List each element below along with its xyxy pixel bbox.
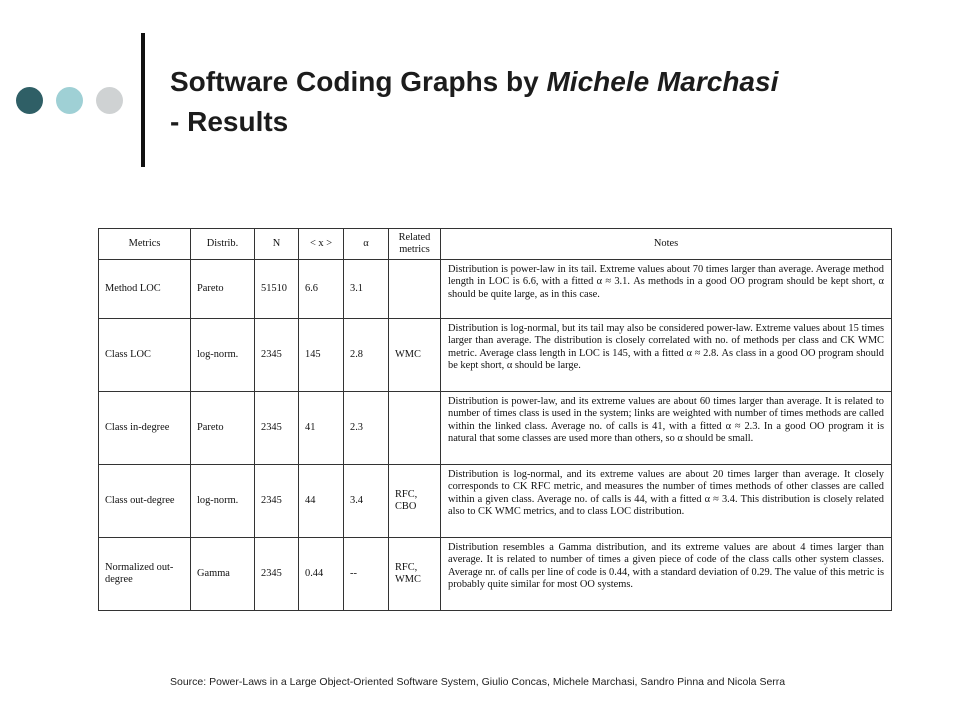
header-distrib: Distrib. [191,229,255,260]
table-header-row [99,229,892,260]
cell-n: 2345 [255,538,299,611]
cell-metric: Normalized out-degree [99,538,191,611]
cell-mean: 145 [299,319,344,392]
cell-notes: Distribution is power-law, and its extreme values are about 60 times larger than average. It is related to number of times class is used in the system; links are weighted with number of times methods are called within the linked class. Average no. of calls is 41, with a fitted α ≈ 2.3. In a good OO program it is natural that some classes are used more than others, so α should be small. [441,392,892,465]
cell-alpha: -- [344,538,389,611]
slide-title [170,62,930,142]
cell-related: RFC, CBO [389,465,441,538]
cell-distrib: Pareto [191,260,255,319]
cell-mean: 41 [299,392,344,465]
cell-n: 51510 [255,260,299,319]
header-mean: < x > [299,229,344,260]
decorative-dot-gray [96,87,123,114]
cell-metric: Method LOC [99,260,191,319]
cell-alpha: 2.3 [344,392,389,465]
cell-alpha: 2.8 [344,319,389,392]
cell-mean: 6.6 [299,260,344,319]
header-n: N [255,229,299,260]
cell-distrib: Gamma [191,538,255,611]
cell-metric: Class in-degree [99,392,191,465]
decorative-dot-light [56,87,83,114]
header-metrics: Metrics [99,229,191,260]
cell-related [389,392,441,465]
cell-alpha: 3.1 [344,260,389,319]
header-alpha: α [344,229,389,260]
table-row [99,392,892,465]
table-row [99,319,892,392]
cell-related: WMC [389,319,441,392]
cell-distrib: Pareto [191,392,255,465]
table-row [99,538,892,611]
title-divider-bar [141,33,145,167]
cell-alpha: 3.4 [344,465,389,538]
cell-n: 2345 [255,465,299,538]
title-text: Software Coding Graphs by [170,66,547,97]
cell-metric: Class out-degree [99,465,191,538]
cell-notes: Distribution is power-law in its tail. Extreme values about 70 times larger than average. Average method length in LOC is 6.6, with a fitted α ≈ 3.1. As methods in a good OO program should be kept short, α should be quite large, as in this case. [441,260,892,319]
table-row [99,260,892,319]
source-citation: Source: Power-Laws in a Large Object-Oriented Software System, Giulio Concas, Michele Marchasi, Sandro Pinna and Nicola Serra [170,676,786,688]
cell-mean: 0.44 [299,538,344,611]
cell-related [389,260,441,319]
cell-metric: Class LOC [99,319,191,392]
cell-notes: Distribution resembles a Gamma distribution, and its extreme values are about 4 times larger than average. It is related to number of times a given piece of code of the class calls other system classes. Average nr. of calls per line of code is 0.44, with a standard deviation of 0.29. The value of this metric is probably quite similar for most OO systems. [441,538,892,611]
cell-related: RFC, WMC [389,538,441,611]
cell-notes: Distribution is log-normal, and its extreme values are about 20 times larger than average. It closely corresponds to CK RFC metric, and measures the number of times methods of other classes are called within a given class. Average no. of calls is 44, with a fitted α ≈ 3.4. This distribution is closely related also to CK WMC metrics, and to class LOC distribution. [441,465,892,538]
cell-distrib: log-norm. [191,465,255,538]
header-notes: Notes [441,229,892,260]
title-author: Michele Marchasi [546,66,779,97]
header-related-metrics: Related metrics [389,229,441,260]
cell-mean: 44 [299,465,344,538]
results-table [98,228,892,611]
title-suffix: - Results [170,106,289,137]
cell-distrib: log-norm. [191,319,255,392]
cell-n: 2345 [255,319,299,392]
cell-notes: Distribution is log-normal, but its tail may also be considered power-law. Extreme values about 15 times larger than average. The distribution is closely correlated with no. of methods per class and CK WMC metric. Average class length in LOC is 145, with a fitted α ≈ 2.8. As class in a good OO program should be kept short, α should be large. [441,319,892,392]
cell-n: 2345 [255,392,299,465]
decorative-dot-dark [16,87,43,114]
table-row [99,465,892,538]
